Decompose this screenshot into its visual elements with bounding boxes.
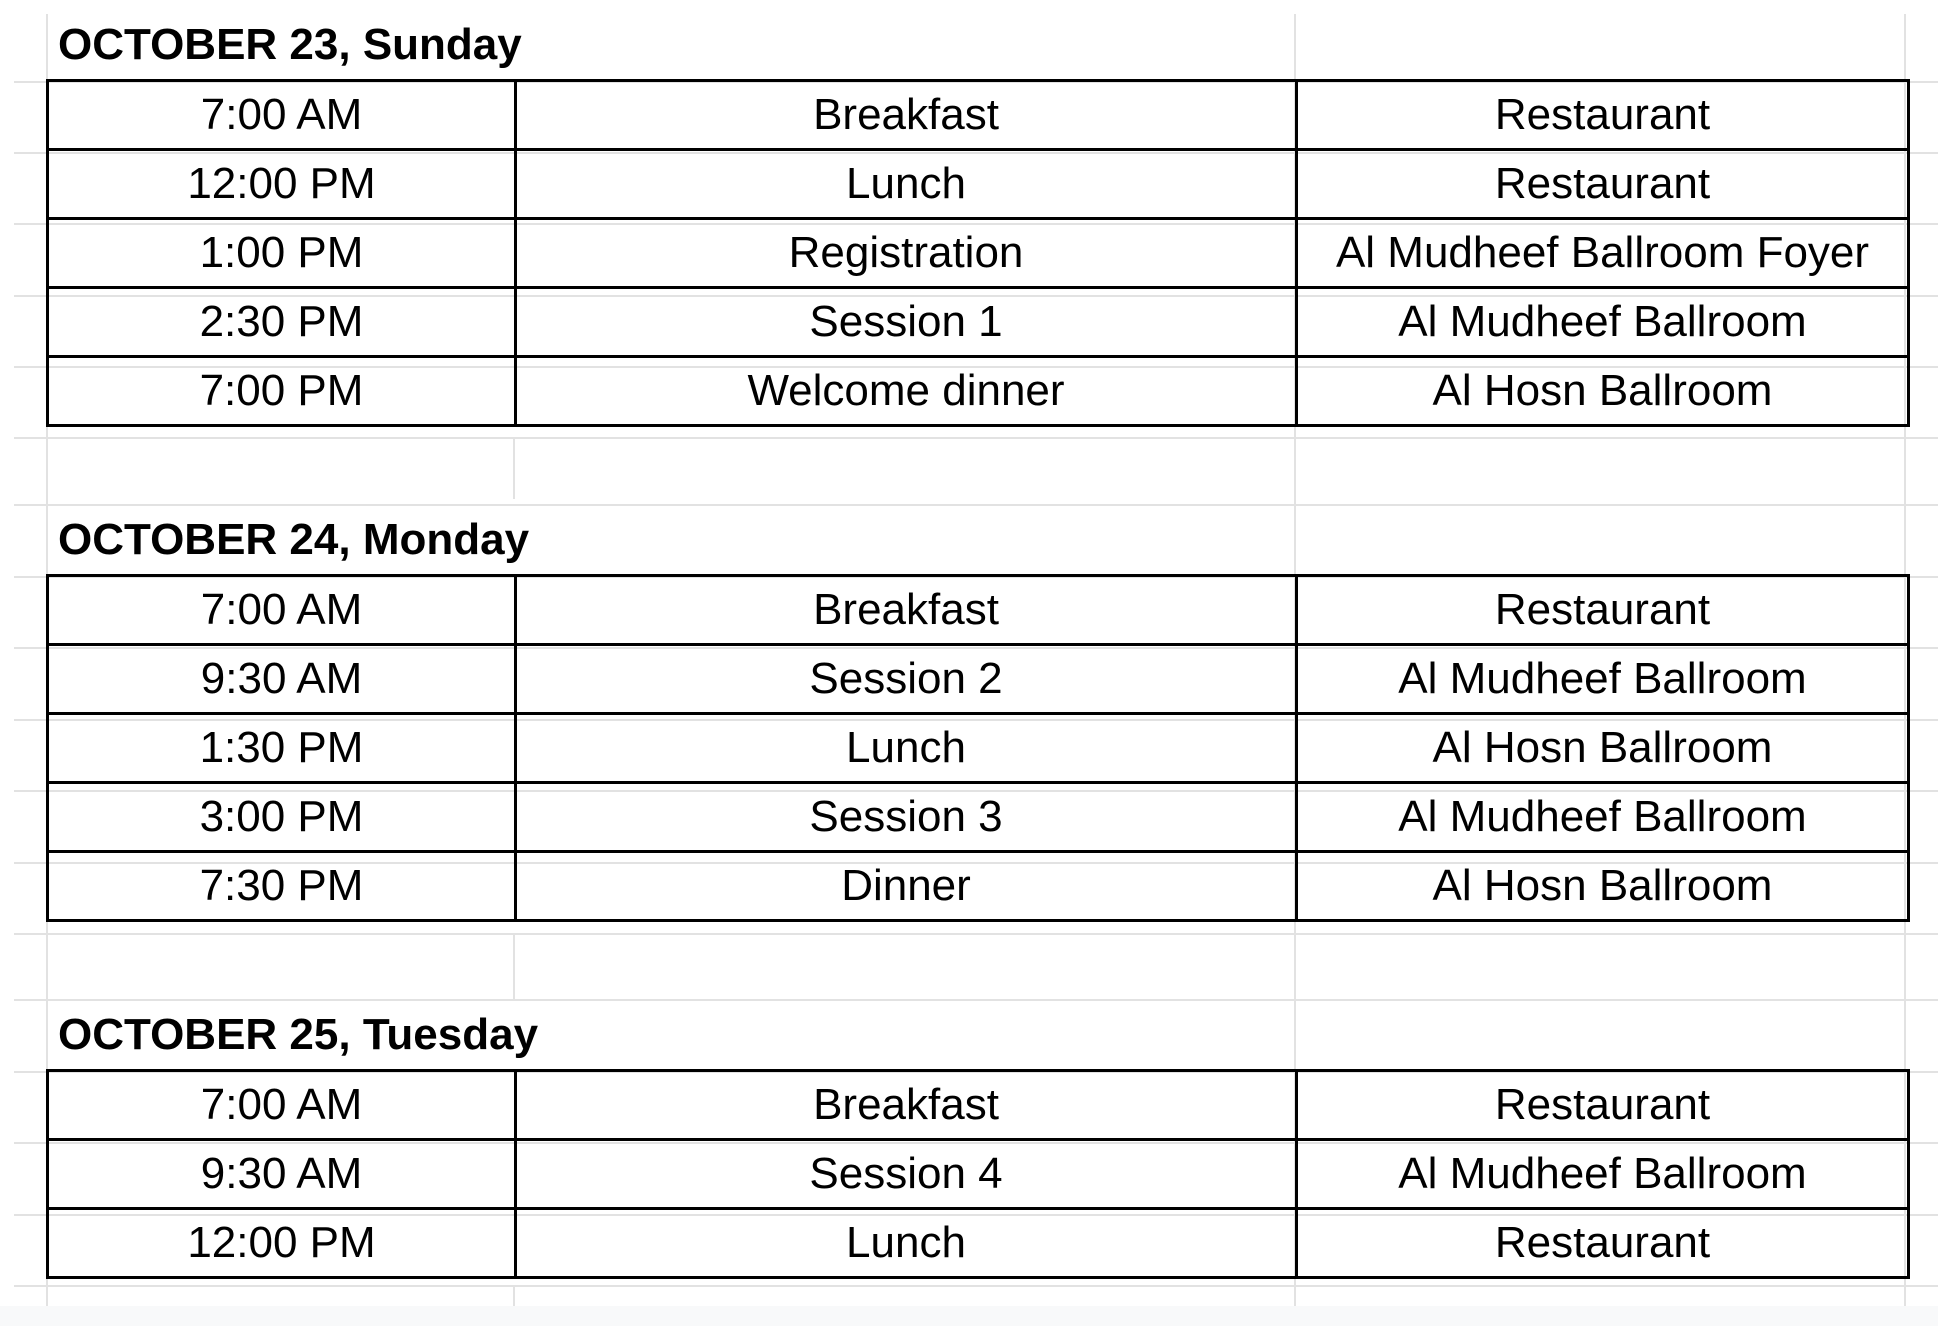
event-cell[interactable]: Lunch: [516, 1209, 1297, 1278]
location-cell[interactable]: Restaurant: [1297, 81, 1909, 150]
table-row: [48, 783, 1909, 852]
event-cell[interactable]: Session 1: [516, 288, 1297, 357]
gridline: [14, 1285, 1938, 1287]
location-cell[interactable]: Al Mudheef Ballroom: [1297, 783, 1909, 852]
table-row: [48, 576, 1909, 645]
time-cell[interactable]: 9:30 AM: [48, 1140, 516, 1209]
time-cell[interactable]: 12:00 PM: [48, 1209, 516, 1278]
sheet-bottom-edge: [0, 1306, 1938, 1326]
location-cell[interactable]: Restaurant: [1297, 150, 1909, 219]
table-row: [48, 714, 1909, 783]
time-cell[interactable]: 3:00 PM: [48, 783, 516, 852]
time-cell[interactable]: 7:00 AM: [48, 81, 516, 150]
table-row: [48, 357, 1909, 426]
day-title: OCTOBER 25, Tuesday: [58, 1010, 539, 1059]
time-cell[interactable]: 7:00 AM: [48, 1071, 516, 1140]
schedule-table: [46, 1069, 1910, 1279]
location-cell[interactable]: Al Mudheef Ballroom: [1297, 288, 1909, 357]
event-cell[interactable]: Breakfast: [516, 1071, 1297, 1140]
location-cell[interactable]: Al Hosn Ballroom: [1297, 357, 1909, 426]
gridline: [14, 437, 1938, 439]
time-cell[interactable]: 7:00 AM: [48, 576, 516, 645]
table-row: [48, 219, 1909, 288]
table-row: [48, 645, 1909, 714]
location-cell[interactable]: Al Hosn Ballroom: [1297, 714, 1909, 783]
table-row: [48, 1140, 1909, 1209]
schedule-table: [46, 574, 1910, 922]
day-title: OCTOBER 23, Sunday: [58, 20, 522, 69]
table-row: [48, 150, 1909, 219]
time-cell[interactable]: 9:30 AM: [48, 645, 516, 714]
schedule-table: [46, 79, 1910, 427]
location-cell[interactable]: Al Mudheef Ballroom: [1297, 645, 1909, 714]
event-cell[interactable]: Registration: [516, 219, 1297, 288]
location-cell[interactable]: Restaurant: [1297, 1209, 1909, 1278]
time-cell[interactable]: 7:30 PM: [48, 852, 516, 921]
table-row: [48, 1209, 1909, 1278]
event-cell[interactable]: Breakfast: [516, 576, 1297, 645]
time-cell[interactable]: 1:30 PM: [48, 714, 516, 783]
event-cell[interactable]: Welcome dinner: [516, 357, 1297, 426]
event-cell[interactable]: Lunch: [516, 150, 1297, 219]
event-cell[interactable]: Session 3: [516, 783, 1297, 852]
time-cell[interactable]: 12:00 PM: [48, 150, 516, 219]
time-cell[interactable]: 1:00 PM: [48, 219, 516, 288]
event-cell[interactable]: Lunch: [516, 714, 1297, 783]
event-cell[interactable]: Breakfast: [516, 81, 1297, 150]
table-row: [48, 288, 1909, 357]
location-cell[interactable]: Restaurant: [1297, 1071, 1909, 1140]
table-row: [48, 852, 1909, 921]
gridline: [14, 933, 1938, 935]
time-cell[interactable]: 2:30 PM: [48, 288, 516, 357]
location-cell[interactable]: Al Mudheef Ballroom Foyer: [1297, 219, 1909, 288]
time-cell[interactable]: 7:00 PM: [48, 357, 516, 426]
day-title: OCTOBER 24, Monday: [58, 515, 530, 564]
gridline: [513, 437, 515, 499]
location-cell[interactable]: Restaurant: [1297, 576, 1909, 645]
event-cell[interactable]: Session 4: [516, 1140, 1297, 1209]
location-cell[interactable]: Al Hosn Ballroom: [1297, 852, 1909, 921]
table-row: [48, 81, 1909, 150]
table-row: [48, 1071, 1909, 1140]
event-cell[interactable]: Dinner: [516, 852, 1297, 921]
gridline: [513, 933, 515, 999]
location-cell[interactable]: Al Mudheef Ballroom: [1297, 1140, 1909, 1209]
event-cell[interactable]: Session 2: [516, 645, 1297, 714]
